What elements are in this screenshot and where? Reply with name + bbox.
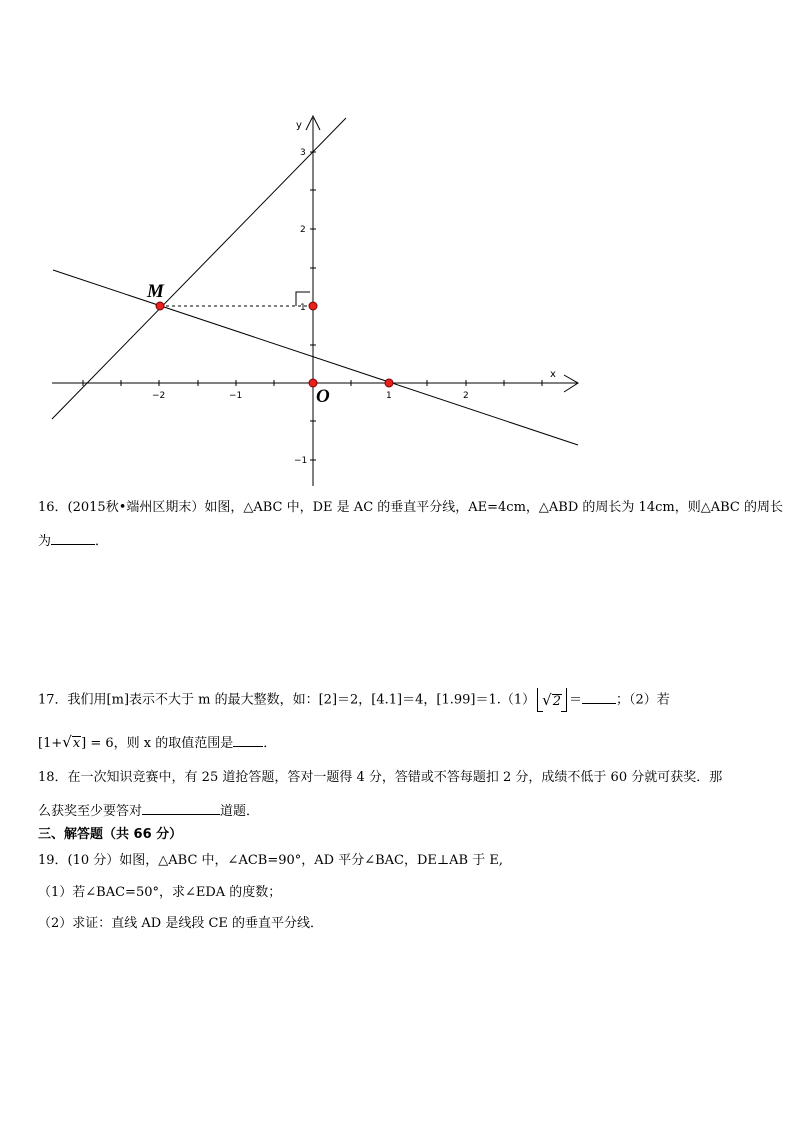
q16-line2-pre: 为 (38, 534, 52, 549)
q17-line2: [1+√x] = 6，则 x 的取值范围是 ． (38, 733, 277, 751)
point-m (156, 302, 164, 310)
q18-line2-pre: 么获奖至少要答对 (38, 804, 143, 819)
point-x-intercept (385, 379, 393, 387)
y-tick-label: −1 (294, 456, 308, 466)
q17-line2-post: ． (263, 736, 277, 751)
point-on-y-axis (309, 302, 317, 310)
q18-line2-post: 道题． (220, 804, 260, 819)
q16-answer-blank[interactable] (51, 532, 95, 545)
point-m-label: M (147, 281, 164, 302)
q17-part1: 17．我们用[m]表示不大于 m 的最大整数，如：[2]＝2，[4.1]＝4，[1.99]＝1.（1） (38, 692, 536, 708)
sqrt-arg: 2 (552, 694, 561, 709)
x-tick-label: −1 (229, 391, 243, 401)
q18-line1: 18．在一次知识竞赛中，有 25 道抢答题，答对一题得 4 分，答错或不答每题扣 2 分，成绩不低于 60 分就可获奖．那 (38, 770, 723, 785)
y-axis-label: y (296, 120, 302, 131)
coordinate-figure (0, 0, 794, 500)
q17-answer-blank-1[interactable] (582, 691, 616, 704)
x-tick-label: −2 (152, 391, 166, 401)
x-tick-label: 1 (386, 391, 392, 401)
q18-answer-blank[interactable] (142, 802, 220, 815)
x-tick-label: 2 (463, 391, 469, 401)
y-tick-label: 3 (300, 148, 306, 158)
line-rising (52, 118, 346, 419)
q16-line2 (38, 532, 108, 550)
q17-line1 (38, 688, 670, 713)
floor-sqrt2-expression: √2 (537, 688, 567, 712)
sqrt-arg-x: x (72, 736, 81, 751)
q17-eq: ＝ (569, 692, 583, 708)
q19-line3: （2）求证：直线 AD 是线段 CE 的垂直平分线． (38, 916, 324, 931)
y-tick-label: 2 (300, 225, 306, 235)
y-tick-label: 1 (300, 303, 306, 313)
q17-sep: ；（2）若 (616, 692, 670, 708)
q17-line2-pre: [1+ (38, 736, 63, 751)
q19-line2: （1）若∠BAC=50°，求∠EDA 的度数； (38, 885, 282, 900)
q16-line1: 16．(2015秋•端州区期末）如图，△ABC 中，DE 是 AC 的垂直平分线，AE=4cm，△ABD 的周长为 14cm，则△ABC 的周长 (38, 500, 783, 515)
section-3-heading: 三、解答题（共 66 分） (38, 827, 183, 842)
q18-line2 (38, 802, 259, 820)
line-falling (53, 270, 578, 445)
q17-line2-mid: ] = 6，则 x 的取值范围是 (81, 736, 234, 751)
q17-answer-blank-2[interactable] (233, 734, 263, 747)
q16-line2-post: ． (95, 534, 109, 549)
q19-line1: 19．(10 分）如图，△ABC 中，∠ACB=90°，AD 平分∠BAC，DE⊥AB 于 E, (38, 853, 503, 868)
origin-label: O (316, 386, 330, 407)
x-axis-label: x (550, 369, 556, 380)
